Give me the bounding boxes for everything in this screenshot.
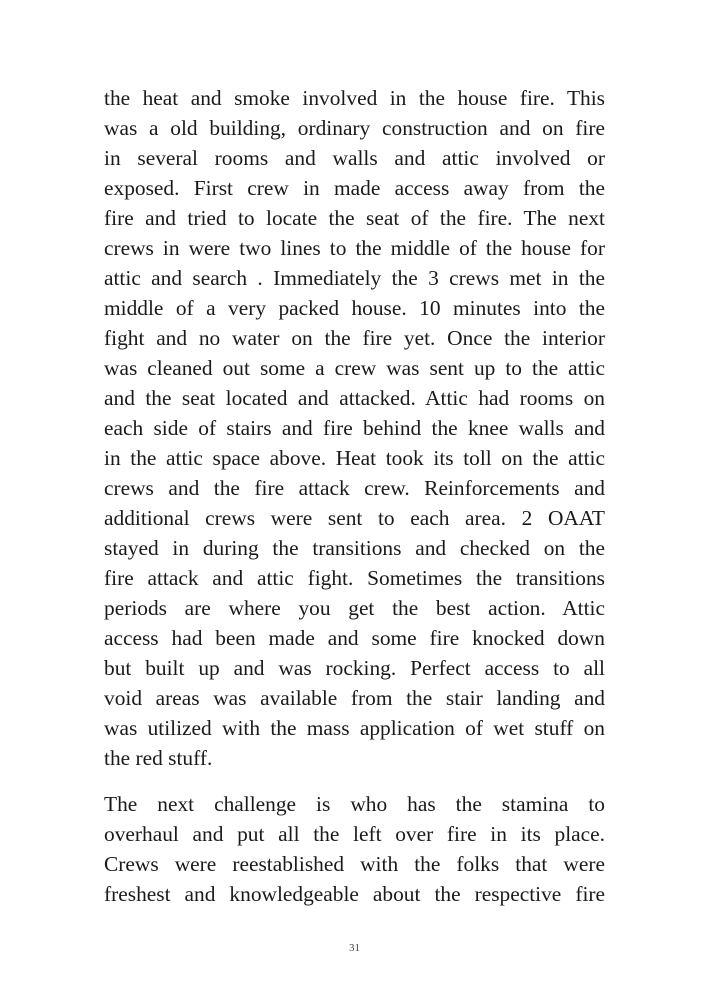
text-line: overhaul and put all the left over fire in its place. [104,822,605,846]
text-line: freshest and knowledgeable about the respective fire [104,882,605,906]
text-line: The next challenge is who has the stamina to [104,792,605,816]
text-line: periods are where you get the best action. Attic [104,596,605,620]
text-line: middle of a very packed house. 10 minutes into the [104,296,605,320]
text-line: and the seat located and attacked. Attic had rooms on [104,386,605,410]
text-line: fire attack and attic fight. Sometimes the transitions [104,566,605,590]
text-line: access had been made and some fire knocked down [104,626,605,650]
text-line: the red stuff. [104,746,213,770]
text-line: in the attic space above. Heat took its toll on the attic [104,446,605,470]
text-line: each side of stairs and fire behind the knee walls and [104,416,605,440]
text-line: void areas was available from the stair landing and [104,686,605,710]
text-line: fight and no water on the fire yet. Once the interior [104,326,605,350]
text-line: fire and tried to locate the seat of the fire. The next [104,206,605,230]
text-line: exposed. First crew in made access away from the [104,176,605,200]
text-line: but built up and was rocking. Perfect access to all [104,656,605,680]
text-line: additional crews were sent to each area. 2 OAAT [104,506,605,530]
text-line: Crews were reestablished with the folks that were [104,852,605,876]
text-line: was utilized with the mass application of wet stuff on [104,716,605,740]
text-line: crews in were two lines to the middle of the house for [104,236,605,260]
paragraph-2 [104,789,605,909]
text-line: the heat and smoke involved in the house fire. This [104,86,605,110]
text-line: was a old building, ordinary construction and on fire [104,116,605,140]
text-line: stayed in during the transitions and checked on the [104,536,605,560]
text-line: crews and the fire attack crew. Reinforcements and [104,476,605,500]
page-number: 31 [349,942,360,954]
text-line: in several rooms and walls and attic involved or [104,146,605,170]
paragraph-1 [104,83,605,773]
text-line: was cleaned out some a crew was sent up to the attic [104,356,605,380]
text-line: attic and search . Immediately the 3 crews met in the [104,266,605,290]
body-text [104,83,605,909]
